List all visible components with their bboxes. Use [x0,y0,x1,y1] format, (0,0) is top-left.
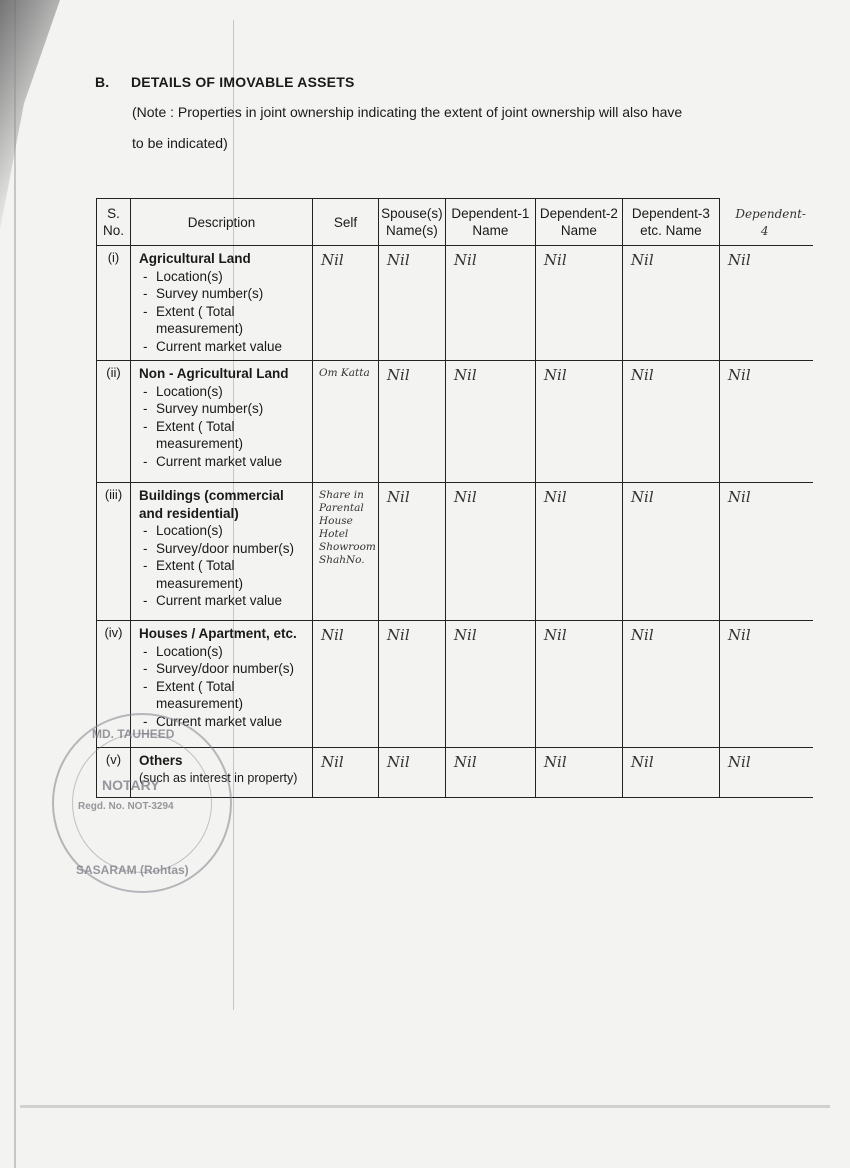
stamp-top-text: MD. TAUHEED [92,727,175,741]
cell-dependent-1: Nil [445,748,535,798]
row-sno: (i) [97,246,131,361]
section-note [132,97,732,159]
cell-dependent-3: Nil [622,748,719,798]
header-dependent-4: Dependent-4 [719,199,813,246]
cell-dependent-2: Nil [535,748,622,798]
list-item: - Location(s) [139,522,308,540]
cell-dependent-1: Nil [445,246,535,361]
cell-spouse: Nil [378,483,445,621]
list-item: - Extent ( Total measurement) [139,557,308,592]
header-dependent-3: Dependent-3 etc. Name [622,199,719,246]
row-item-list [139,522,308,610]
cell-dependent-2: Nil [535,246,622,361]
row-subtitle: (such as interest in property) [139,770,298,785]
cell-spouse: Nil [378,246,445,361]
notary-stamp [52,713,232,893]
table-row [97,483,814,621]
cell-dependent-3: Nil [622,361,719,483]
cell-spouse: Nil [378,748,445,798]
cell-spouse: Nil [378,621,445,748]
list-item: - Location(s) [139,268,308,286]
stamp-reg-text: Regd. No. NOT-3294 [78,801,174,812]
table-row [97,361,814,483]
list-item: - Location(s) [139,383,308,401]
note-line-2: to be indicated) [132,135,228,151]
row-title: Agricultural Land [139,251,251,266]
cell-self: Nil [313,246,379,361]
header-dependent-2: Dependent-2 Name [535,199,622,246]
header-self: Self [313,199,379,246]
row-title: Non - Agricultural Land [139,366,289,381]
list-item: - Extent ( Total measurement) [139,303,308,338]
row-sno: (ii) [97,361,131,483]
cell-dependent-2: Nil [535,621,622,748]
row-description [131,246,313,361]
list-item: - Current market value [139,338,308,356]
row-sno: (iv) [97,621,131,748]
cell-dependent-4: Nil [719,483,813,621]
header-sno: S. No. [97,199,131,246]
cell-dependent-2: Nil [535,361,622,483]
cell-self: Nil [313,748,379,798]
list-item: - Survey/door number(s) [139,540,308,558]
section-label: B. [95,74,110,90]
section-heading [95,74,355,90]
cell-dependent-3: Nil [622,246,719,361]
cell-dependent-4: Nil [719,621,813,748]
table-row [97,621,814,748]
row-item-list [139,383,308,471]
row-item-list [139,268,308,356]
cell-self: Om Katta [313,361,379,483]
list-item: - Extent ( Total measurement) [139,418,308,453]
row-description [131,361,313,483]
cell-self: Share in Parental House Hotel Showroom ShahNo. [313,483,379,621]
immovable-assets-table [96,198,813,798]
list-item: - Survey/door number(s) [139,660,308,678]
row-title: Buildings (commercial and residential) [139,488,284,521]
cell-dependent-4: Nil [719,748,813,798]
cell-dependent-2: Nil [535,483,622,621]
header-row [97,199,814,246]
cell-dependent-3: Nil [622,621,719,748]
header-spouse: Spouse(s) Name(s) [378,199,445,246]
header-dependent-1: Dependent-1 Name [445,199,535,246]
cell-self: Nil [313,621,379,748]
header-description: Description [131,199,313,246]
note-line-1: (Note : Properties in joint ownership indicating the extent of joint ownership will also have [132,104,683,120]
section-title: DETAILS OF IMOVABLE ASSETS [131,74,355,90]
stamp-bottom-text: SASARAM (Rohtas) [76,863,189,877]
cell-dependent-4: Nil [719,361,813,483]
list-item: - Current market value [139,453,308,471]
cell-dependent-1: Nil [445,621,535,748]
cell-dependent-4: Nil [719,246,813,361]
row-sno: (v) [97,748,131,798]
list-item: - Survey number(s) [139,285,308,303]
cell-spouse: Nil [378,361,445,483]
row-sno: (iii) [97,483,131,621]
list-item: - Location(s) [139,643,308,661]
row-title: Houses / Apartment, etc. [139,626,297,641]
list-item: - Current market value [139,592,308,610]
row-title: Others [139,753,183,768]
scan-smudge [20,1105,830,1108]
list-item: - Extent ( Total measurement) [139,678,308,713]
scan-edge [14,0,16,1168]
table-row [97,246,814,361]
cell-dependent-1: Nil [445,361,535,483]
scan-fold-shadow [0,0,60,230]
cell-dependent-1: Nil [445,483,535,621]
row-description [131,483,313,621]
cell-dependent-3: Nil [622,483,719,621]
list-item: - Current market value [139,713,308,731]
list-item: - Survey number(s) [139,400,308,418]
stamp-mid-text: NOTARY [102,777,160,793]
